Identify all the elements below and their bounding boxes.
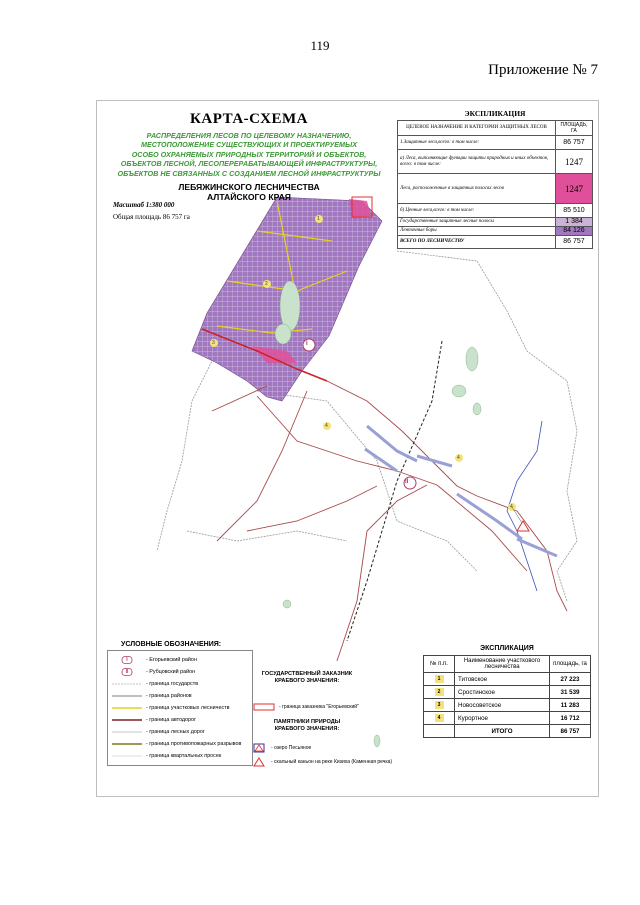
forestry-title-line: АЛТАЙСКОГО КРАЯ bbox=[206, 192, 291, 203]
row-name: Курортное bbox=[455, 712, 550, 725]
row-value: 86 757 bbox=[556, 236, 593, 249]
legend-item bbox=[112, 738, 248, 750]
monuments-heading-line: КРАЕВОГО ЗНАЧЕНИЯ: bbox=[274, 726, 340, 732]
col-purpose: ЦЕЛЕВОЕ НАЗНАЧЕНИЕ И КАТЕГОРИИ ЗАЩИТНЫХ ЛЕСОВ bbox=[398, 121, 556, 136]
monuments-heading bbox=[257, 719, 357, 733]
table-row bbox=[398, 227, 593, 236]
map-title: КАРТА-СХЕМА bbox=[190, 111, 308, 127]
row-label: 1.Защитные леса,всего: в том числе: bbox=[398, 136, 556, 150]
col-area: ПЛОЩАДЬ, ГА bbox=[556, 121, 593, 136]
line-sample-icon bbox=[112, 728, 142, 736]
row-label: Ленточные боры bbox=[398, 227, 556, 236]
map-district-label-2: II bbox=[405, 479, 409, 485]
table-row bbox=[398, 204, 593, 218]
explication-bottom-heading: ЭКСПЛИКАЦИЯ bbox=[480, 645, 534, 652]
reserve-boundary-icon bbox=[253, 703, 275, 711]
page-number: 119 bbox=[310, 38, 330, 53]
canyon-monument-icon bbox=[517, 521, 529, 531]
row-value: 1247 bbox=[556, 174, 593, 204]
row-no bbox=[424, 712, 455, 725]
lake-monument-icon bbox=[253, 743, 265, 753]
row-value: 84 126 bbox=[556, 227, 593, 236]
appendix-title: Приложение № 7 bbox=[488, 62, 598, 78]
row-no bbox=[424, 699, 455, 712]
map-district-label-1: I bbox=[306, 341, 308, 347]
legend-item bbox=[112, 666, 248, 678]
map-subtitle-green bbox=[101, 131, 397, 178]
total-label: ИТОГО bbox=[455, 725, 550, 738]
monument-label: - озеро Песьяное bbox=[271, 745, 312, 751]
legend-label: - граница автодорог bbox=[146, 717, 196, 723]
map-scale: Масштаб 1:380 000 bbox=[113, 201, 175, 209]
explication-top bbox=[397, 109, 593, 249]
row-area: 11 283 bbox=[550, 699, 591, 712]
row-no bbox=[424, 673, 455, 686]
row-value: 1247 bbox=[556, 150, 593, 174]
explication-bottom bbox=[423, 645, 591, 738]
line-sample-icon bbox=[112, 716, 142, 724]
roads bbox=[212, 381, 567, 661]
forestry-badge: 3 bbox=[435, 701, 444, 709]
line-sample-icon bbox=[112, 752, 142, 760]
table-row bbox=[398, 150, 593, 174]
legend-item bbox=[112, 702, 248, 714]
row-no bbox=[424, 686, 455, 699]
row-label: ВСЕГО ПО ЛЕСНИЧЕСТВУ bbox=[398, 236, 556, 249]
table-row bbox=[424, 686, 591, 699]
row-name: Сростинское bbox=[455, 686, 550, 699]
total-area: 86 757 bbox=[550, 725, 591, 738]
row-value: 86 757 bbox=[556, 136, 593, 150]
reserve-heading-line: ГОСУДАРСТВЕННЫЙ ЗАКАЗНИК bbox=[261, 671, 353, 677]
canyon-monument-legend-icon bbox=[253, 757, 265, 767]
explication-top-heading: ЭКСПЛИКАЦИЯ bbox=[464, 109, 526, 118]
line-sample-icon bbox=[112, 740, 142, 748]
row-value: 1 384 bbox=[556, 218, 593, 227]
row-area: 31 539 bbox=[550, 686, 591, 699]
table-row bbox=[424, 699, 591, 712]
legend-label: - граница лесных дорог bbox=[146, 729, 205, 735]
table-header-row bbox=[424, 656, 591, 673]
reserve-item bbox=[253, 703, 359, 711]
legend-item bbox=[112, 678, 248, 690]
legend-item bbox=[112, 750, 248, 762]
row-label: Государственные защитные лесные полосы bbox=[398, 218, 556, 227]
monument-item bbox=[253, 743, 311, 753]
legend-label: - граница квартальных просек bbox=[146, 753, 222, 759]
district-mark: I bbox=[126, 657, 128, 663]
map-forestry-label-4b: 4 bbox=[457, 455, 460, 461]
col-no: № п.п. bbox=[424, 656, 455, 673]
map-forestry-label-4a: 4 bbox=[325, 423, 328, 429]
map-sheet bbox=[96, 100, 599, 797]
explication-bottom-table bbox=[423, 655, 591, 738]
explication-top-table bbox=[397, 120, 593, 249]
map-total-area: Общая площадь 86 757 га bbox=[113, 213, 190, 221]
legend bbox=[107, 641, 253, 766]
subtitle-line: РАСПРЕДЕЛЕНИЯ ЛЕСОВ ПО ЦЕЛЕВОМУ НАЗНАЧЕНИЮ, bbox=[146, 131, 352, 140]
reserve-heading bbox=[255, 671, 359, 685]
legend-label: - граница противопожарных разрывов bbox=[146, 741, 242, 747]
table-total-row bbox=[424, 725, 591, 738]
subtitle-line: ОСОБО ОХРАНЯЕМЫХ ПРИРОДНЫХ ТЕРРИТОРИЙ И ОБЪЕКТОВ, bbox=[131, 149, 367, 159]
legend-label: - Егорьевский район bbox=[146, 657, 197, 663]
subtitle-line: ОБЪЕКТОВ НЕ СВЯЗАННЫХ С СОЗДАНИЕМ ЛЕСНОЙ ИНФРАСТРУКТУРЫ bbox=[117, 168, 381, 178]
map-district-mark-1 bbox=[303, 339, 315, 351]
forestry-title-line: ЛЕБЯЖИНСКОГО ЛЕСНИЧЕСТВА bbox=[178, 182, 320, 193]
row-value: 85 510 bbox=[556, 204, 593, 218]
monuments-heading-line: ПАМЯТНИКИ ПРИРОДЫ bbox=[273, 719, 341, 725]
subtitle-line: ОБЪЕКТОВ ЛЕСНОЙ, ЛЕСОПЕРЕРАБАТЫВАЮЩЕЙ ИНФРАСТРУКТУРЫ, bbox=[120, 159, 378, 169]
table-row bbox=[398, 218, 593, 227]
col-area: площадь, га bbox=[550, 656, 591, 673]
legend-box bbox=[107, 650, 253, 766]
row-name: Титовское bbox=[455, 673, 550, 686]
monument-item bbox=[253, 757, 392, 767]
total-empty bbox=[424, 725, 455, 738]
legend-item bbox=[112, 654, 248, 666]
district-1-icon bbox=[112, 656, 142, 664]
row-label: б) Ценные леса,всего: в том числе: bbox=[398, 204, 556, 218]
map-forestry-label-4c: 4 bbox=[510, 504, 513, 510]
line-sample-icon bbox=[112, 680, 142, 688]
line-sample-icon bbox=[112, 692, 142, 700]
map-title-block bbox=[101, 111, 397, 202]
legend-label: - Рубцовский район bbox=[146, 669, 196, 675]
row-label: Леса, расположенные в защитных полосах лесов bbox=[398, 174, 556, 204]
forestry-badge: 1 bbox=[435, 675, 444, 683]
railway bbox=[347, 341, 442, 641]
legend-item bbox=[112, 714, 248, 726]
forestry-badge: 4 bbox=[435, 714, 444, 722]
table-row bbox=[424, 712, 591, 725]
reserve-label: - граница заказника "Егорьевский" bbox=[279, 704, 359, 710]
table-row bbox=[398, 136, 593, 150]
legend-item bbox=[112, 690, 248, 702]
table-row bbox=[398, 174, 593, 204]
col-name: Наименование участкового лесничества bbox=[455, 656, 550, 673]
line-sample-icon bbox=[112, 704, 142, 712]
table-row bbox=[424, 673, 591, 686]
row-area: 16 712 bbox=[550, 712, 591, 725]
district-2-icon bbox=[112, 668, 142, 676]
map-forestry-title bbox=[101, 182, 397, 202]
row-name: Новосоветское bbox=[455, 699, 550, 712]
legend-heading: УСЛОВНЫЕ ОБОЗНАЧЕНИЯ: bbox=[121, 641, 222, 648]
forestry-badge: 2 bbox=[435, 688, 444, 696]
row-area: 27 223 bbox=[550, 673, 591, 686]
legend-item bbox=[112, 726, 248, 738]
subtitle-line: МЕСТОПОЛОЖЕНИЕ СУЩЕСТВУЮЩИХ И ПРОЕКТИРУЕМЫХ bbox=[141, 140, 357, 150]
legend-label: - граница районов bbox=[146, 693, 192, 699]
table-row bbox=[398, 236, 593, 249]
row-label: а) Леса, выполняющие функции защиты природных и иных объектов, всего: в том числе: bbox=[398, 150, 556, 174]
map-forestry-label-1: 1 bbox=[317, 216, 320, 222]
map-forestry-label-3: 3 bbox=[212, 340, 215, 346]
protective-belts bbox=[365, 426, 557, 556]
legend-label: - граница участковых лесничеств bbox=[146, 705, 230, 711]
monument-label: - скальный каньон на реке Кизиха (Каменная речка) bbox=[271, 759, 393, 765]
reserve-heading-line: КРАЕВОГО ЗНАЧЕНИЯ: bbox=[274, 678, 340, 684]
district-mark: II bbox=[125, 669, 129, 675]
legend-label: - граница государств bbox=[146, 681, 199, 687]
map-forestry-label-2: 2 bbox=[265, 281, 268, 287]
